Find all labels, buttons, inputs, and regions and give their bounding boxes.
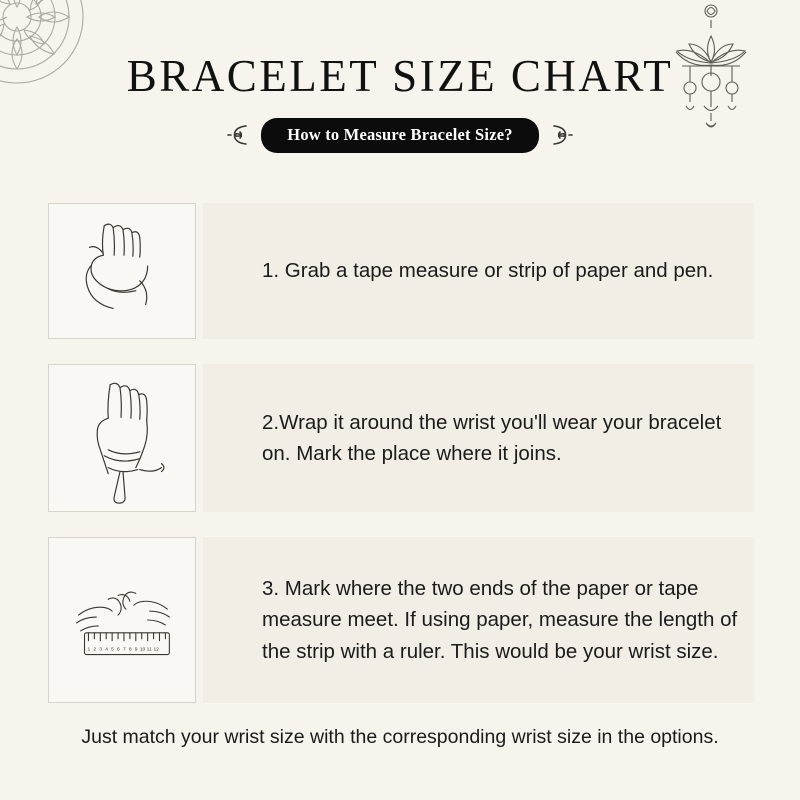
step-item — [48, 537, 754, 703]
svg-text:10: 10 — [139, 647, 146, 653]
page-header — [0, 52, 800, 153]
page-title: BRACELET SIZE CHART — [126, 51, 674, 101]
svg-text:8: 8 — [128, 647, 132, 653]
svg-text:7: 7 — [122, 647, 126, 653]
footer-note: Just match your wrist size with the corresponding wrist size in the options. — [81, 726, 719, 748]
swirl-right-icon — [549, 122, 575, 148]
swirl-left-icon — [225, 122, 251, 148]
subtitle-row — [0, 118, 800, 153]
svg-text:2: 2 — [93, 647, 97, 653]
svg-text:3: 3 — [99, 647, 103, 653]
step-item — [48, 203, 754, 339]
svg-text:9: 9 — [134, 647, 138, 653]
subtitle-pill: How to Measure Bracelet Size? — [261, 118, 538, 153]
step-3-illustration — [48, 537, 196, 703]
svg-text:11: 11 — [146, 647, 152, 653]
svg-text:1: 1 — [87, 647, 91, 653]
svg-text:5: 5 — [111, 647, 114, 653]
step-2-illustration — [48, 364, 196, 512]
svg-text:6: 6 — [117, 647, 120, 653]
step-3-text: 3. Mark where the two ends of the paper or tape measure meet. If using paper, measure the length of the strip with a ruler. This would be your wrist size. — [262, 577, 738, 663]
steps-list — [48, 203, 754, 728]
step-2-text: 2.Wrap it around the wrist you'll wear your bracelet on. Mark the place where it joins. — [262, 410, 722, 465]
step-1-text: 1. Grab a tape measure or strip of paper and pen. — [262, 259, 714, 283]
svg-text:12: 12 — [153, 647, 160, 653]
step-1-illustration — [48, 203, 196, 339]
svg-text:4: 4 — [105, 647, 108, 653]
step-item — [48, 364, 754, 512]
